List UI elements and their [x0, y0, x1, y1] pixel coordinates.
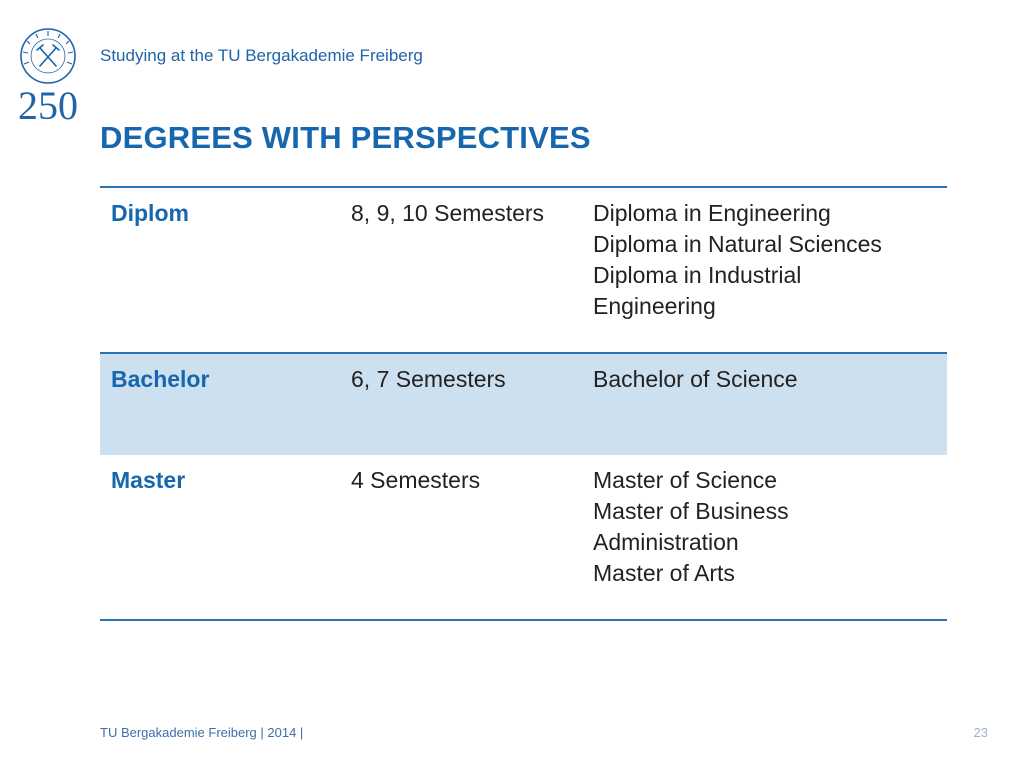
table-row	[100, 352, 947, 455]
degree-name: Master	[111, 467, 186, 493]
degree-title-line: Engineering	[593, 293, 716, 319]
degrees-table	[100, 186, 947, 621]
degree-title-line: Master of Business	[593, 498, 789, 524]
degree-name: Bachelor	[111, 366, 210, 392]
table-row	[100, 188, 947, 352]
footer-text: TU Bergakademie Freiberg | 2014 |	[100, 725, 304, 740]
degree-title-line: Master of Science	[593, 467, 778, 493]
slide-title: DEGREES WITH PERSPECTIVES	[100, 120, 591, 155]
table-row	[100, 455, 947, 619]
university-250-logo	[6, 26, 96, 122]
page-number: 23	[973, 725, 988, 740]
degree-titles	[593, 198, 933, 322]
degree-titles	[593, 364, 933, 395]
degree-semesters: 8, 9, 10 Semesters	[351, 200, 545, 226]
presentation-subtitle: Studying at the TU Bergakademie Freiberg	[100, 46, 423, 65]
degree-title-line: Diploma in Natural Sciences	[593, 231, 882, 257]
degree-title-line: Diploma in Industrial	[593, 262, 802, 288]
degree-title-line: Bachelor of Science	[593, 366, 798, 392]
degree-title-line: Master of Arts	[593, 560, 735, 586]
degree-name: Diplom	[111, 200, 189, 226]
seal-icon	[6, 26, 96, 122]
degree-semesters: 4 Semesters	[351, 467, 481, 493]
degree-semesters: 6, 7 Semesters	[351, 366, 506, 392]
logo-number: 250	[18, 83, 78, 122]
degree-titles	[593, 465, 933, 589]
degree-title-line: Diploma in Engineering	[593, 200, 831, 226]
degree-title-line: Administration	[593, 529, 739, 555]
